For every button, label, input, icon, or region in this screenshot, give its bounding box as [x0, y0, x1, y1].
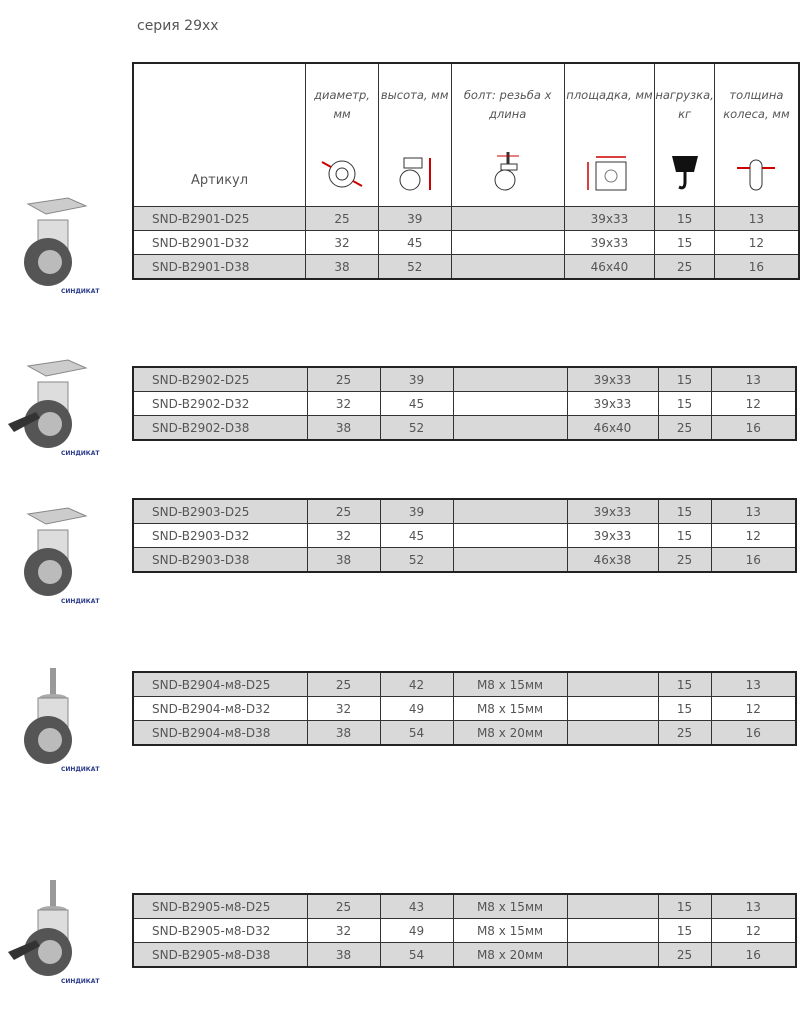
- value-cell: 39x33: [567, 499, 658, 524]
- header-row: [133, 63, 799, 207]
- value-cell: 32: [307, 919, 380, 943]
- caster-image: [6, 668, 106, 782]
- table-row: [133, 524, 796, 548]
- value-cell: 25: [307, 499, 380, 524]
- article-cell: SND-B2901-D25: [133, 207, 306, 231]
- value-cell: 12: [714, 231, 799, 255]
- value-cell: 39x33: [567, 367, 658, 392]
- value-cell: 12: [711, 392, 796, 416]
- table-row: [133, 499, 796, 524]
- value-cell: 15: [658, 672, 711, 697]
- value-cell: 15: [658, 697, 711, 721]
- value-cell: [567, 919, 658, 943]
- value-cell: [451, 207, 564, 231]
- value-cell: 32: [307, 392, 380, 416]
- value-cell: 39: [380, 367, 453, 392]
- value-cell: 15: [658, 367, 711, 392]
- article-cell: SND-B2904-м8-D38: [133, 721, 307, 746]
- value-cell: 46x38: [567, 548, 658, 573]
- value-cell: 13: [714, 207, 799, 231]
- value-cell: 25: [306, 207, 379, 231]
- header-thickness: толщина колеса, мм: [714, 63, 799, 207]
- value-cell: 16: [711, 721, 796, 746]
- value-cell: 25: [658, 548, 711, 573]
- brand-label: СИНДИКАТ: [61, 598, 100, 605]
- value-cell: [567, 721, 658, 746]
- value-cell: 32: [307, 697, 380, 721]
- header-bolt: болт: резьба х длина: [451, 63, 564, 207]
- spec-table-1: [132, 62, 800, 280]
- value-cell: [453, 524, 567, 548]
- value-cell: 15: [655, 207, 714, 231]
- article-cell: SND-B2905-м8-D32: [133, 919, 307, 943]
- spec-table-3: [132, 498, 797, 573]
- value-cell: 38: [307, 416, 380, 441]
- value-cell: 16: [711, 416, 796, 441]
- header-article: Артикул: [133, 63, 306, 207]
- value-cell: 12: [711, 524, 796, 548]
- value-cell: 13: [711, 894, 796, 919]
- article-cell: SND-B2902-D38: [133, 416, 307, 441]
- table-row: [133, 231, 799, 255]
- table-row: [133, 697, 796, 721]
- caster-image: [6, 500, 106, 614]
- value-cell: [567, 894, 658, 919]
- value-cell: 13: [711, 499, 796, 524]
- header-load: нагрузка, кг: [655, 63, 714, 207]
- value-cell: 39: [380, 499, 453, 524]
- table-row: [133, 943, 796, 968]
- article-cell: SND-B2901-D32: [133, 231, 306, 255]
- value-cell: 39x33: [564, 207, 655, 231]
- article-cell: SND-B2902-D25: [133, 367, 307, 392]
- value-cell: M8 x 15мм: [453, 919, 567, 943]
- caster-image: [6, 352, 106, 466]
- value-cell: 38: [307, 943, 380, 968]
- value-cell: 13: [711, 367, 796, 392]
- value-cell: 45: [380, 392, 453, 416]
- value-cell: 16: [711, 548, 796, 573]
- value-cell: M8 x 15мм: [453, 672, 567, 697]
- value-cell: 52: [380, 548, 453, 573]
- value-cell: [453, 392, 567, 416]
- value-cell: 15: [658, 499, 711, 524]
- caster-image: [6, 190, 106, 304]
- table-row: [133, 721, 796, 746]
- value-cell: 54: [380, 943, 453, 968]
- value-cell: 32: [307, 524, 380, 548]
- table-row: [133, 416, 796, 441]
- header-plate: площадка, мм: [564, 63, 655, 207]
- brand-label: СИНДИКАТ: [61, 766, 100, 773]
- value-cell: 38: [306, 255, 379, 280]
- value-cell: 25: [658, 943, 711, 968]
- article-cell: SND-B2902-D32: [133, 392, 307, 416]
- value-cell: M8 x 15мм: [453, 894, 567, 919]
- value-cell: 15: [658, 894, 711, 919]
- value-cell: 42: [380, 672, 453, 697]
- value-cell: 25: [307, 894, 380, 919]
- value-cell: 39x33: [567, 392, 658, 416]
- value-cell: 13: [711, 672, 796, 697]
- value-cell: 25: [655, 255, 714, 280]
- value-cell: [453, 499, 567, 524]
- article-cell: SND-B2903-D38: [133, 548, 307, 573]
- brand-label: СИНДИКАТ: [61, 450, 100, 457]
- value-cell: 32: [306, 231, 379, 255]
- value-cell: 49: [380, 919, 453, 943]
- value-cell: 45: [378, 231, 451, 255]
- value-cell: M8 x 20мм: [453, 721, 567, 746]
- spec-table-2: [132, 366, 797, 441]
- value-cell: 16: [711, 943, 796, 968]
- value-cell: 46x40: [564, 255, 655, 280]
- table-row: [133, 548, 796, 573]
- value-cell: 39x33: [567, 524, 658, 548]
- value-cell: [453, 416, 567, 441]
- value-cell: 25: [658, 416, 711, 441]
- value-cell: 15: [658, 524, 711, 548]
- value-cell: 38: [307, 721, 380, 746]
- table-row: [133, 255, 799, 280]
- value-cell: M8 x 20мм: [453, 943, 567, 968]
- value-cell: [453, 548, 567, 573]
- value-cell: [453, 367, 567, 392]
- spec-table-5: [132, 893, 797, 968]
- article-cell: SND-B2904-м8-D25: [133, 672, 307, 697]
- series-title: серия 29хх: [137, 18, 219, 34]
- value-cell: [567, 697, 658, 721]
- value-cell: 12: [711, 919, 796, 943]
- value-cell: 45: [380, 524, 453, 548]
- table-row: [133, 367, 796, 392]
- value-cell: 12: [711, 697, 796, 721]
- value-cell: 15: [658, 392, 711, 416]
- value-cell: 52: [378, 255, 451, 280]
- value-cell: 54: [380, 721, 453, 746]
- brand-label: СИНДИКАТ: [61, 978, 100, 985]
- brand-label: СИНДИКАТ: [61, 288, 100, 295]
- value-cell: [451, 231, 564, 255]
- value-cell: 15: [655, 231, 714, 255]
- value-cell: M8 x 15мм: [453, 697, 567, 721]
- table-row: [133, 207, 799, 231]
- table-row: [133, 672, 796, 697]
- value-cell: 46x40: [567, 416, 658, 441]
- spec-table-4: [132, 671, 797, 746]
- value-cell: [451, 255, 564, 280]
- article-cell: SND-B2905-м8-D25: [133, 894, 307, 919]
- value-cell: 25: [307, 672, 380, 697]
- value-cell: 52: [380, 416, 453, 441]
- value-cell: [567, 943, 658, 968]
- value-cell: 49: [380, 697, 453, 721]
- value-cell: 38: [307, 548, 380, 573]
- article-cell: SND-B2903-D32: [133, 524, 307, 548]
- value-cell: 43: [380, 894, 453, 919]
- header-height: высота, мм: [378, 63, 451, 207]
- value-cell: 15: [658, 919, 711, 943]
- article-cell: SND-B2904-м8-D32: [133, 697, 307, 721]
- value-cell: 25: [307, 367, 380, 392]
- value-cell: 39: [378, 207, 451, 231]
- article-cell: SND-B2901-D38: [133, 255, 306, 280]
- value-cell: 39x33: [564, 231, 655, 255]
- value-cell: 25: [658, 721, 711, 746]
- table-row: [133, 392, 796, 416]
- caster-image: [6, 880, 106, 994]
- article-cell: SND-B2905-м8-D38: [133, 943, 307, 968]
- table-row: [133, 919, 796, 943]
- table-row: [133, 894, 796, 919]
- article-cell: SND-B2903-D25: [133, 499, 307, 524]
- value-cell: [567, 672, 658, 697]
- value-cell: 16: [714, 255, 799, 280]
- header-diameter: диаметр, мм: [306, 63, 379, 207]
